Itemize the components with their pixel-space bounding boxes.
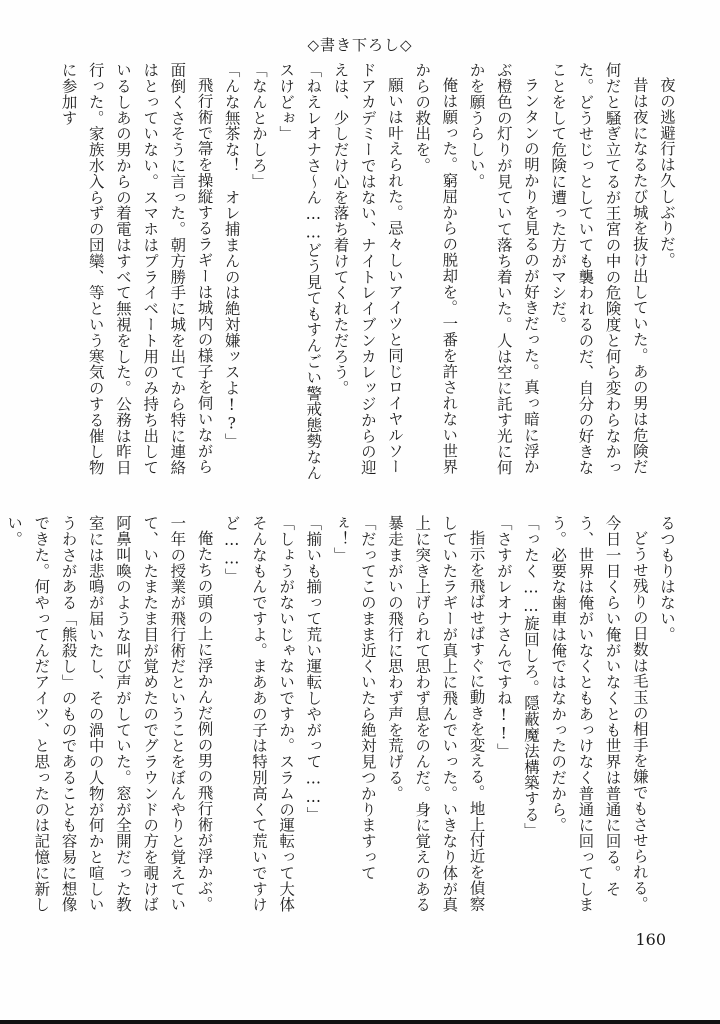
paragraph: 指示を飛ばせばすぐに動きを変える。地上付近を偵察していたラギーが真上に飛んでいった。いきなり体が真上に突き上げられて思わず息をのんだ。身に覚えのある暴走まがいの飛行に思わず声を荒げる。 <box>385 515 486 913</box>
text-column-bottom <box>5 515 680 920</box>
paragraph: 飛行術で箒を操縦するラギーは城内の様子を伺いながら面倒くさそうに言った。朝方勝手に城を出てから特に連絡はとっていない。スマホはプライベート用のみ持ち出しているしあの男からの着電はすべて無視をした。公務は昨日行った。家族水入らずの団欒、等という寒気のする催し物に参加す <box>59 62 214 476</box>
paragraph: 昔は夜になるたび城を抜け出していた。あの男は危険だ何だと騒ぎ立てるが王宮の中の危険度と何ら変わらなかった。どうせじっとしていても襲われるのだ、自分の好きなことをして危険に遭った方がマシだ。 <box>549 62 649 476</box>
paragraph: るつもりはない。 <box>658 515 676 643</box>
paragraph: 「ったく……旋回しろ。隠蔽魔法構築する」 <box>521 515 540 839</box>
paragraph: ランタンの明かりを見るのが好きだった。真っ暗に浮かぶ橙色の灯りが見ていて落ち着いた。人は空に託す光に何かを願うらしい。 <box>467 62 540 476</box>
paragraph: 「さすがレオナさんですね!!」 <box>494 515 513 759</box>
paragraph: 「しょうがないじゃないですか。スラムの運転って大体そんなもんですよ。まああの子は特別高くて荒いですけど……」 <box>222 515 296 913</box>
paragraph: 夜の逃避行は久しぶりだ。 <box>658 77 676 269</box>
section-title: ◇書き下ろし◇ <box>307 36 413 54</box>
paragraph: 願いは叶えられた。忌々しいアイツと同じロイヤルソードアカデミーではない、ナイトレイブンカレッジからの迎えは、少しだけ心を落ち着けてくれただろう。 <box>331 62 404 476</box>
page-number: 160 <box>635 930 666 949</box>
paragraph: 「だってこのまま近くいたら絶対見つかりますってぇ！」 <box>331 515 377 881</box>
paragraph: 「ねえレオナさ～ん……どう見てもすんごい警戒態勢なんスけどぉ」 <box>277 62 323 481</box>
bottom-rule <box>0 1020 720 1024</box>
paragraph: 「んな無茶な！ オレ捕まんのは絶対嫌ッスよ!?」 <box>222 62 241 449</box>
paragraph: 「揃いも揃って荒い運転しやがって……」 <box>304 515 323 823</box>
paragraph: 俺は願った。窮屈からの脱却を。一番を許されない世界からの救出を。 <box>413 62 459 475</box>
paragraph: 「なんとかしろ」 <box>249 62 268 190</box>
paragraph: 俺たちの頭の上に浮かんだ例の男の飛行術が浮かぶ。一年の授業が飛行術だということをぼんやりと覚えていて、いたまたま目が覚めたのでグラウンドの方を覗けば阿鼻叫喚のような叫び声がしていた。窓が全開だった教室には悲鳴が届いたし、その渦中の人物が何かと喧しいうわさがある「熊殺し」のものであることも容易に想像できた。何やってんだアイツ、と思ったのは記憶に新しい。 <box>5 515 214 913</box>
text-column-top <box>59 62 680 482</box>
paragraph: どうせ残りの日数は毛玉の相手を嫌でもさせられる。今日一日くらい俺がいなくとも世界は普通に回る。そう、世界は俺がいなくともあっけなく普通に回ってしまう。必要な歯車は俺ではなかったのだから。 <box>549 515 649 913</box>
